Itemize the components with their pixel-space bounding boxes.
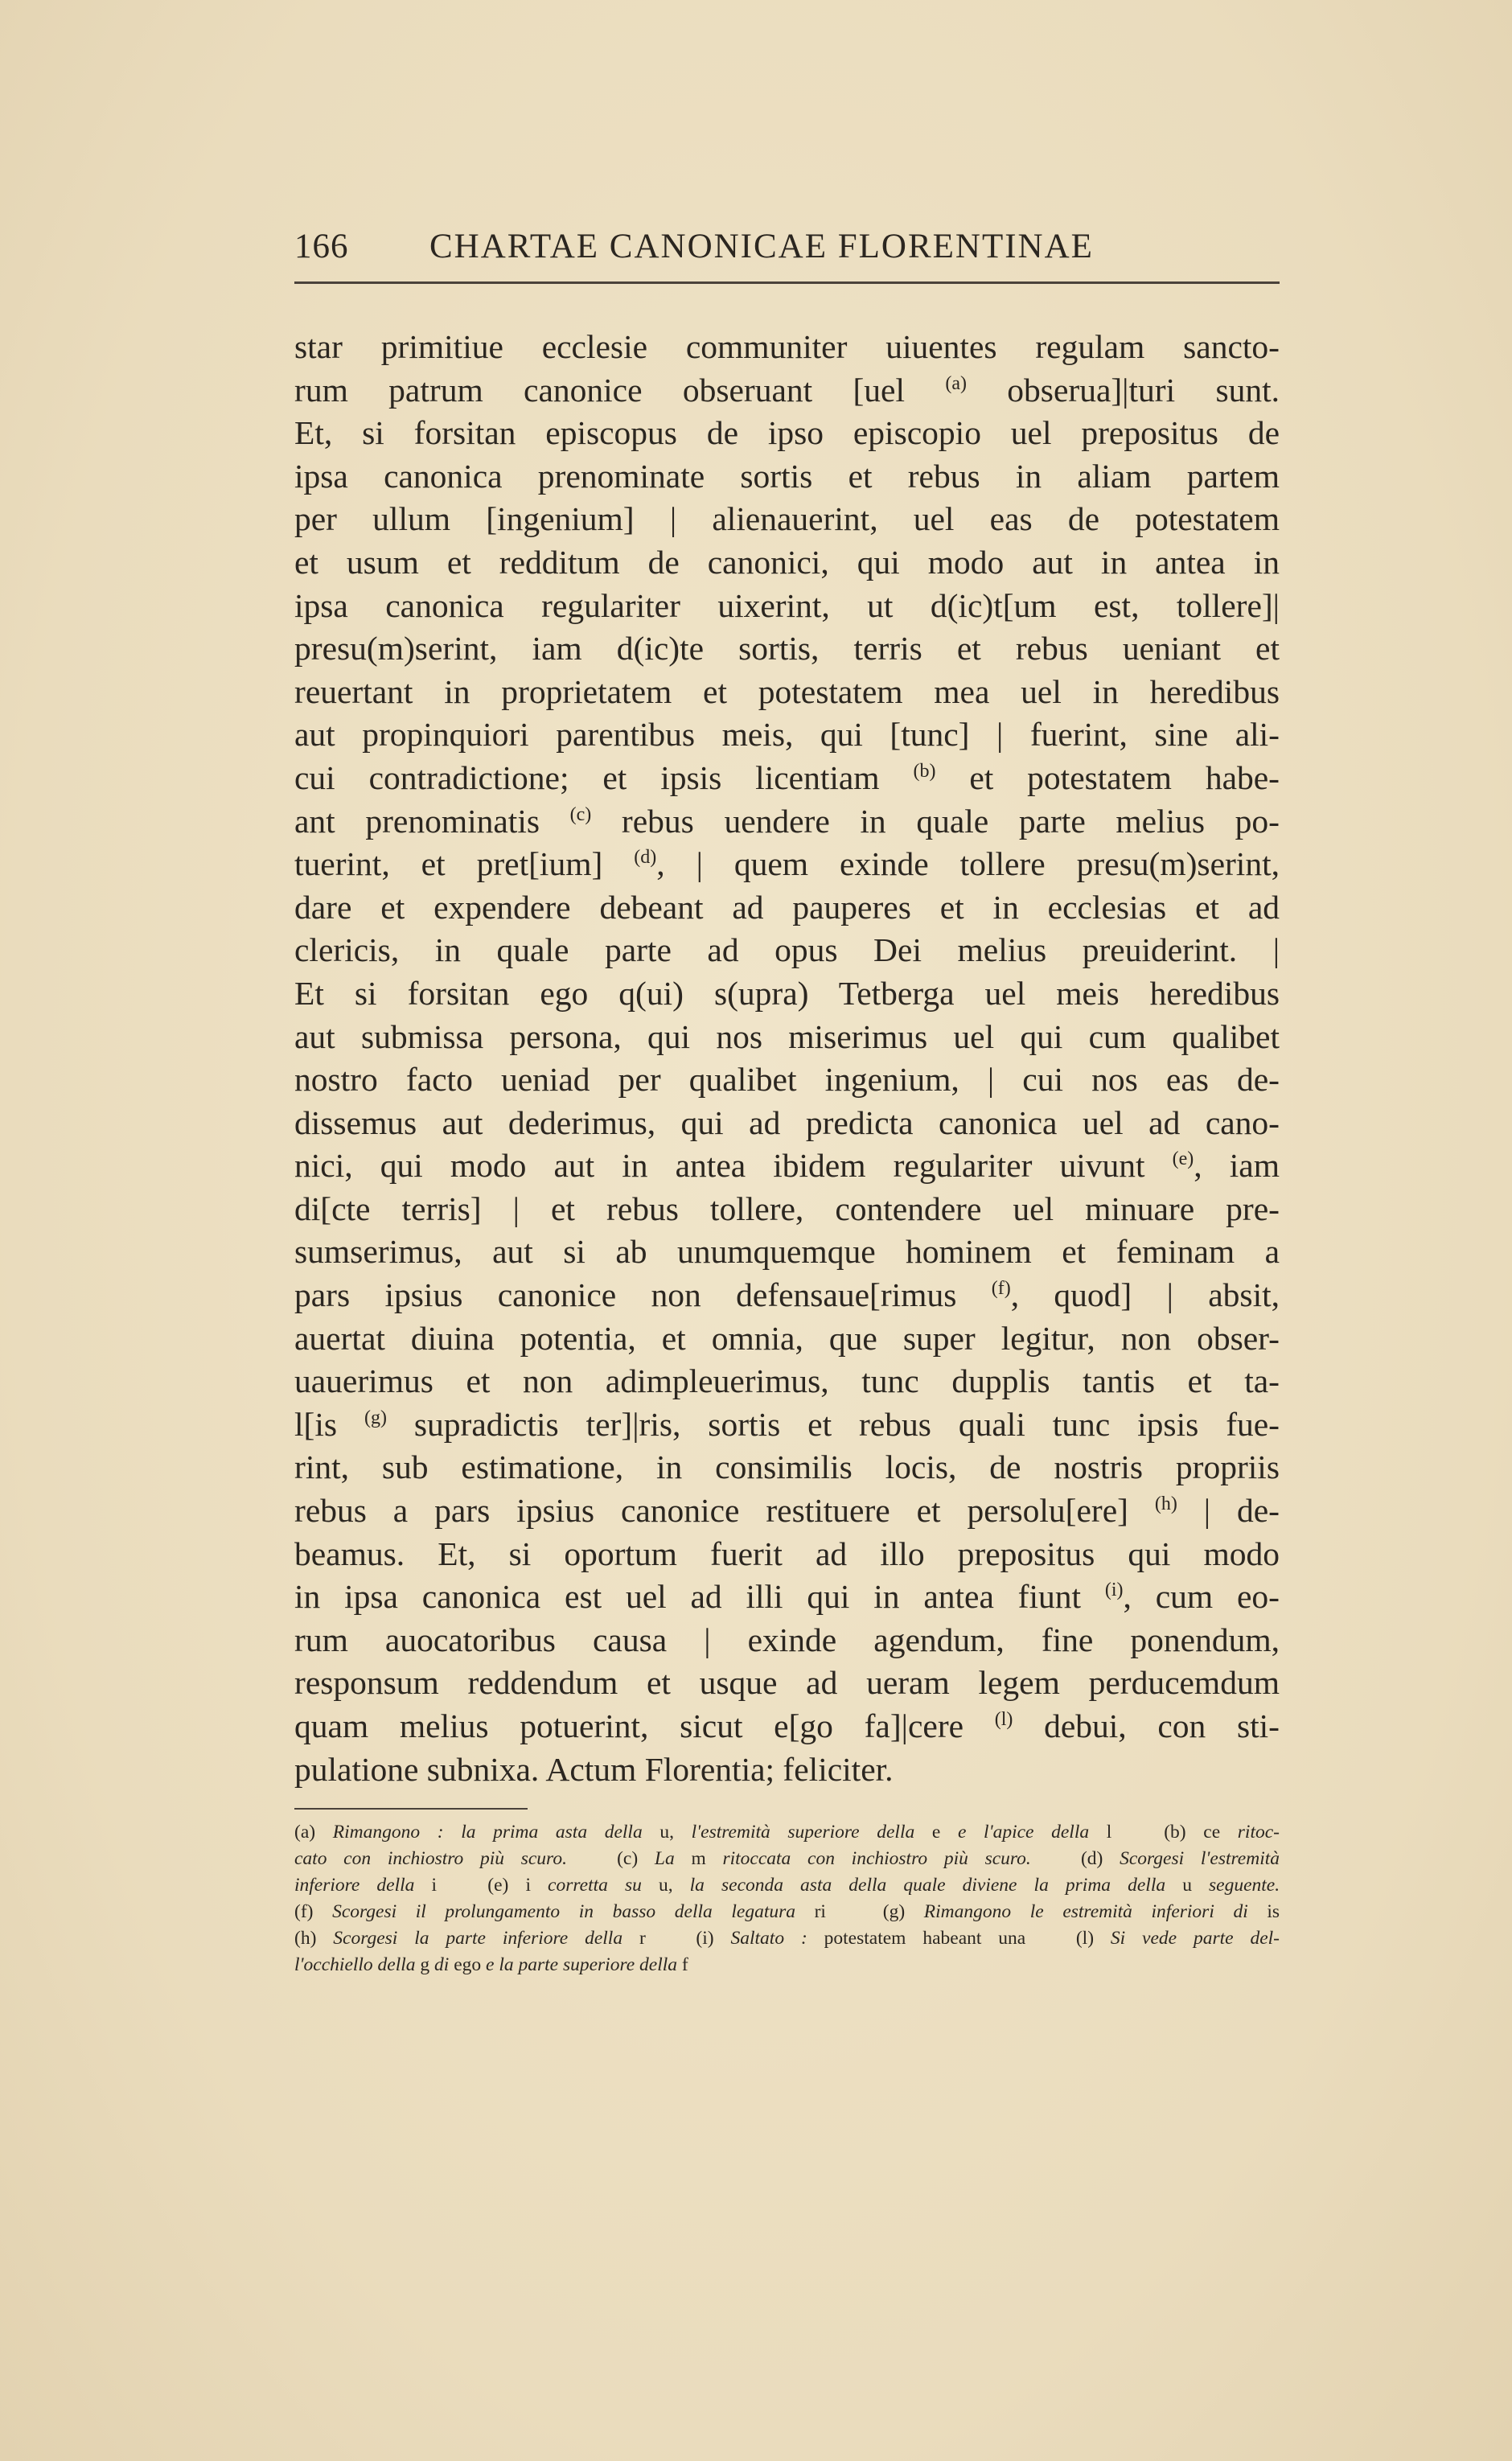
- charter-text: [294, 326, 1280, 1791]
- footnote-line: (f) Scorgesi il prolungamento in basso della legatura ri (g) Rimangono le estremità inferiori di is: [294, 1901, 1280, 1922]
- footnote-line: (h) Scorgesi la parte inferiore della r (i) Saltato : potestatem habeant una (l) Si vede parte del-: [294, 1928, 1280, 1949]
- text-line: pulatione subnixa. Actum Florentia; feliciter.: [294, 1750, 894, 1788]
- text-line: dissemus aut dederimus, qui ad predicta canonica uel ad cano-: [294, 1103, 1280, 1141]
- text-line: presu(m)serint, iam d(ic)te sortis, terris et rebus ueniant et: [294, 630, 1280, 668]
- text-line: et usum et redditum de canonici, qui modo aut in antea in: [294, 543, 1280, 581]
- text-line: di[cte terris] | et rebus tollere, contendere uel minuare pre-: [294, 1189, 1280, 1227]
- text-line: Et si forsitan ego q(ui) s(upra) Tetberga uel meis heredibus: [294, 974, 1280, 1012]
- footnote-ref: (c): [569, 803, 592, 825]
- text-line: rum patrum canonice obseruant [uel $^{(a)}$ obserua]|turi sunt.: [294, 371, 1280, 409]
- text-line: ipsa canonica regulariter uixerint, ut d(ic)t[um est, tollere]|: [294, 586, 1280, 624]
- footnote-ref: (d): [634, 847, 657, 869]
- text-line: pars ipsius canonice non defensaue[rimus $^{(f)}$, quod] | absit,: [294, 1276, 1280, 1314]
- text-line: uauerimus et non adimpleuerimus, tunc dupplis tantis et ta-: [294, 1362, 1280, 1400]
- text-line: aut propinquiori parentibus meis, qui [tunc] | fuerint, sine ali-: [294, 716, 1280, 754]
- text-line: star primitiue ecclesie communiter uiuentes regulam sancto-: [294, 328, 1280, 365]
- header-rule: [294, 281, 1280, 287]
- text-line: per ullum [ingenium] | alienauerint, uel eas de potestatem: [294, 500, 1280, 538]
- footnote-line: l'occhiello della g di ego e la parte superiore della f: [294, 1954, 688, 1975]
- footnote-ref: (i): [1104, 1580, 1124, 1601]
- text-line: in ipsa canonica est uel ad illi qui in antea fiunt $^{(i)}$, cum eo-: [294, 1578, 1280, 1616]
- footnote-line: (a) Rimangono : la prima asta della u, l'estremità superiore della e e l'apice della l (b) ce ritoc-: [294, 1822, 1280, 1843]
- text-line: Et, si forsitan episcopus de ipso episcopio uel prepositus de: [294, 414, 1280, 452]
- footnotes: [294, 1819, 1280, 1978]
- footnote-ref: (g): [364, 1407, 387, 1428]
- text-line: auertat diuina potentia, et omnia, que super legitur, non obser-: [294, 1319, 1280, 1357]
- footnote-ref: (l): [994, 1709, 1013, 1730]
- footnote-line: cato con inchiostro più scuro. (c) La m ritoccata con inchiostro più scuro. (d) Scorgesi l'estremità: [294, 1848, 1280, 1869]
- text-line: tuerint, et pret[ium] $^{(d)}$, | quem exinde tollere presu(m)serint,: [294, 845, 1280, 883]
- footnote-rule: [294, 1808, 528, 1810]
- footnote-line: inferiore della i (e) i corretta su u, la seconda asta della quale diviene la prima della u seguente.: [294, 1875, 1280, 1896]
- text-line: sumserimus, aut si ab unumquemque hominem et feminam a: [294, 1233, 1280, 1271]
- text-line: aut submissa persona, qui nos miserimus uel qui cum qualibet: [294, 1017, 1280, 1055]
- text-line: rint, sub estimatione, in consimilis locis, de nostris propriis: [294, 1448, 1280, 1486]
- footnote-ref: (b): [913, 760, 936, 782]
- text-line: reuertant in proprietatem et potestatem mea uel in heredibus: [294, 672, 1280, 710]
- footnote-ref: (e): [1172, 1148, 1194, 1170]
- text-line: responsum reddendum et usque ad ueram legem perducemdum: [294, 1664, 1280, 1702]
- text-line: beamus. Et, si oportum fuerit ad illo prepositus qui modo: [294, 1535, 1280, 1572]
- text-line: cui contradictione; et ipsis licentiam $^{(b)}$ et potestatem habe-: [294, 758, 1280, 796]
- running-title: CHARTAE CANONICAE FLORENTINAE: [429, 228, 1094, 265]
- text-line: rebus a pars ipsius canonice restituere et persolu[ere] $^{(h)}$ | de-: [294, 1492, 1280, 1530]
- text-line: l[is $^{(g)}$ supradictis ter]|ris, sortis et rebus quali tunc ipsis fue-: [294, 1405, 1280, 1443]
- text-line: nici, qui modo aut in antea ibidem regulariter uivunt $^{(e)}$, iam: [294, 1147, 1280, 1185]
- text-line: clericis, in quale parte ad opus Dei melius preuiderint. |: [294, 931, 1280, 969]
- footnote-ref: (a): [945, 372, 967, 394]
- footnote-ref: (f): [991, 1278, 1011, 1300]
- footnote-ref: (h): [1154, 1493, 1177, 1515]
- page-number: 166: [294, 228, 349, 265]
- text-line: nostro facto ueniad per qualibet ingenium, | cui nos eas de-: [294, 1061, 1280, 1099]
- text-line: ant prenominatis $^{(c)}$ rebus uendere in quale parte melius po-: [294, 802, 1280, 840]
- text-line: dare et expendere debeant ad pauperes et in ecclesias et ad: [294, 888, 1280, 926]
- text-line: quam melius potuerint, sicut e[go fa]|cere $^{(l)}$ debui, con sti-: [294, 1707, 1280, 1744]
- text-line: ipsa canonica prenominate sortis et rebus in aliam partem: [294, 457, 1280, 495]
- text-line: rum auocatoribus causa | exinde agendum, fine ponendum,: [294, 1621, 1280, 1658]
